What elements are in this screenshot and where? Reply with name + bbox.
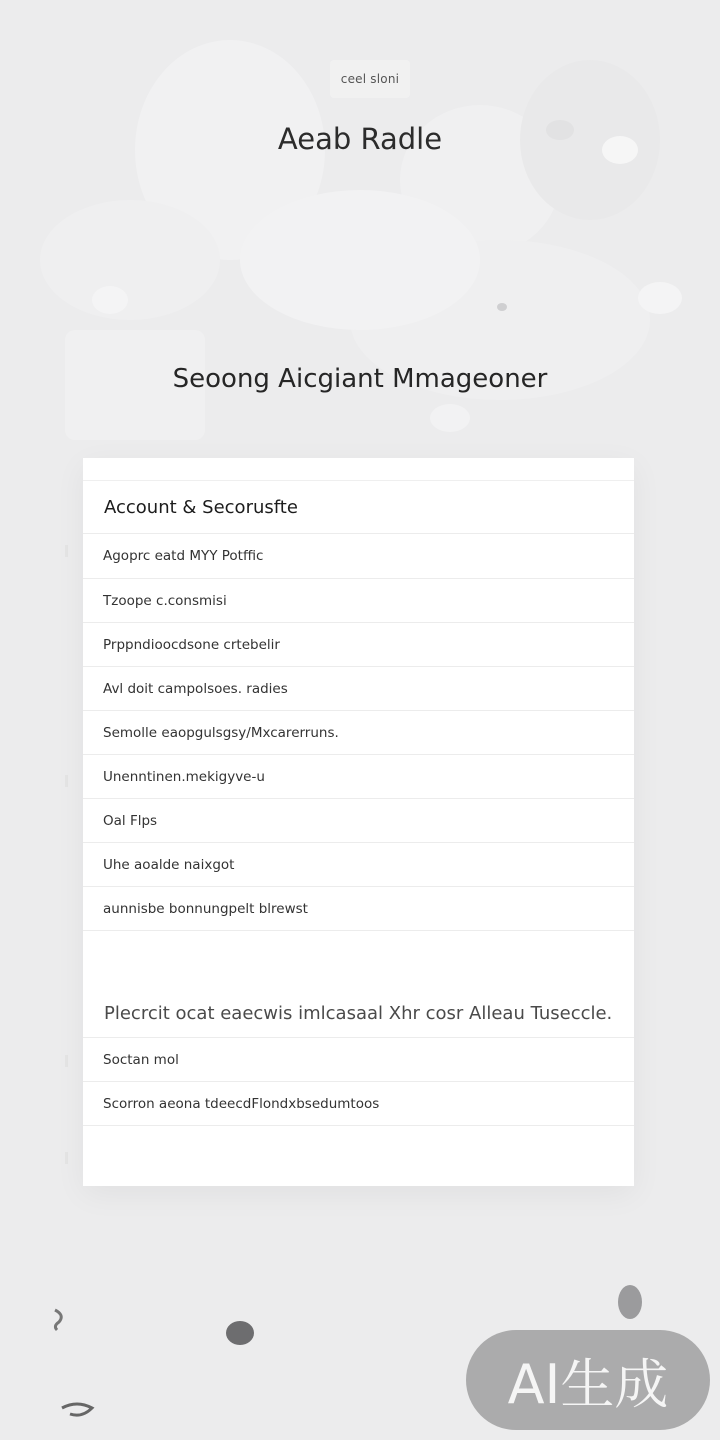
ai-generated-watermark (466, 1330, 710, 1430)
list-item[interactable] (83, 534, 634, 579)
top-chip-label: ceel sloni (340, 72, 400, 86)
list-item[interactable] (83, 1038, 634, 1082)
list-item-label: Tzoope c.consmisi (103, 592, 227, 609)
list-item[interactable] (83, 623, 634, 667)
app-title: Aeab Radle (277, 122, 443, 156)
list-item-label: aunnisbe bonnungpelt blrewst (103, 900, 308, 917)
list-item-label: Soctan mol (103, 1051, 179, 1068)
list-item[interactable] (83, 843, 634, 887)
list-item[interactable] (83, 667, 634, 711)
list-item-label: Oal Flps (103, 812, 158, 829)
section-title-account: Account & Secorusfte (83, 481, 634, 534)
list-item-label: Scorron aeona tdeecdFlondxbsedumtoos (103, 1095, 380, 1112)
list-item[interactable] (83, 887, 634, 931)
list-item-label: Uhe aoalde naixgot (103, 856, 235, 873)
section-title-secondary: Plecrcit ocat eaecwis imlcasaal Xhr cosr Alleau Tuseccle. (83, 989, 634, 1038)
list-item-label: Prppndioocdsone crtebelir (103, 636, 280, 653)
page-heading: Seoong Aicgiant Mmageoner (172, 364, 548, 394)
list-item-label: Semolle eaopgulsgsy/Mxcarerruns. (103, 724, 339, 741)
list-item[interactable] (83, 1082, 634, 1126)
list-item[interactable] (83, 799, 634, 843)
settings-card (83, 458, 634, 1186)
list-item-label: Agoprc eatd MYY Potffic (103, 548, 264, 564)
watermark-text: AI生成 (507, 1352, 669, 1416)
list-item[interactable] (83, 579, 634, 623)
section-spacer (83, 931, 634, 989)
card-top-strip (83, 458, 634, 481)
list-item[interactable] (83, 711, 634, 755)
top-chip[interactable] (330, 60, 410, 98)
list-item[interactable] (83, 755, 634, 799)
list-item-label: Avl doit campolsoes. radies (103, 680, 288, 697)
list-item-label: Unenntinen.mekigyve-u (103, 768, 265, 785)
